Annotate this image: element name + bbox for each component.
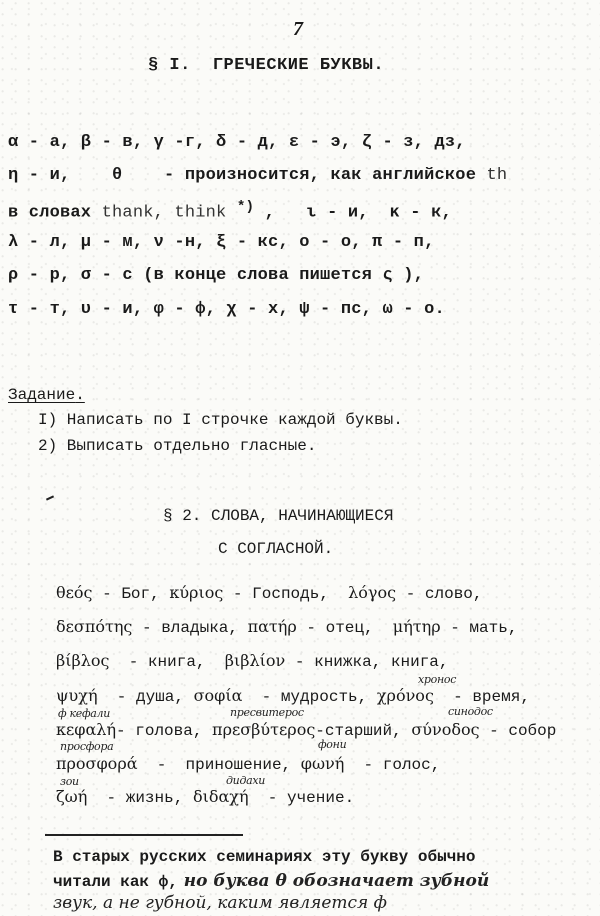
annotation-zoi: зои — [60, 775, 79, 788]
greek-word: ζωή — [56, 787, 88, 806]
russian-translation: - учение. — [248, 789, 355, 807]
greek-word: χρόνος — [376, 686, 434, 705]
greek-word: βίβλος — [56, 651, 110, 670]
vocabulary-line — [56, 583, 483, 603]
stray-mark — [46, 495, 54, 500]
alphabet-row-3 — [8, 199, 452, 223]
greek-word: πατήρ — [247, 617, 297, 636]
annotation-didachi: дидахи — [226, 774, 266, 787]
vocabulary-line — [56, 787, 354, 807]
greek-word: σοφία — [193, 686, 243, 705]
annotation-sinodos: синодос — [448, 705, 493, 718]
russian-translation: - голос, — [344, 756, 441, 774]
annotation-foni: фони — [318, 738, 347, 751]
alphabet-row-2 — [8, 166, 507, 185]
greek-word: σύνοδος — [411, 720, 480, 739]
eta-entry: η - и, — [8, 166, 71, 185]
task-item-2: 2) Выписать отдельно гласные. — [38, 437, 317, 455]
footnote-typed-text: читали как ф, — [53, 873, 178, 891]
in-words-label: в словах — [8, 203, 92, 223]
vocabulary-line — [56, 686, 530, 706]
footnote-handwritten-text: но буква θ обозначает зубной — [177, 871, 490, 891]
russian-translation: - собор — [479, 722, 557, 740]
greek-word: διδαχή — [192, 787, 249, 806]
section-2-title-line-1: § 2. СЛОВА, НАЧИНАЮЩИЕСЯ — [163, 507, 394, 525]
greek-word: βιβλίον — [224, 651, 286, 670]
greek-word: ψυχή — [56, 686, 98, 705]
section-2-title-line-2: С СОГЛАСНОЙ. — [218, 540, 334, 558]
footnote-line-1: В старых русских семинариях эту букву обычно — [53, 848, 476, 866]
russian-translation: - голова, — [116, 722, 213, 740]
vocabulary-line — [56, 651, 449, 671]
vocabulary-line — [56, 720, 556, 740]
page-number: 7 — [293, 18, 303, 40]
greek-word: μήτηρ — [392, 617, 441, 636]
greek-word: πρεσβύτερος — [212, 720, 316, 739]
annotation-chronos: хронос — [418, 673, 457, 686]
greek-word: προσφορά — [56, 754, 138, 773]
task-label: Задание — [8, 386, 76, 404]
russian-translation: -старший, — [315, 722, 412, 740]
section-1-number: § I. — [148, 56, 191, 75]
footnote-line-2 — [53, 871, 489, 891]
task-dot: . — [75, 386, 85, 404]
alphabet-row-1: α - а, β - в, γ -г, δ - д, ε - э, ζ - з, дз, — [8, 133, 466, 152]
russian-translation: - время, — [433, 688, 530, 706]
annotation-kefali: ф кефали — [58, 707, 111, 720]
section-1-heading: ГРЕЧЕСКИЕ БУКВЫ. — [212, 56, 385, 75]
task-title — [8, 386, 85, 404]
greek-word: κύριος — [169, 583, 224, 602]
russian-translation: - мать, — [440, 619, 518, 637]
task-item-1: I) Написать по I строчке каждой буквы. — [38, 411, 403, 429]
russian-translation: - книга, — [109, 653, 225, 671]
greek-word: κεφαλή — [56, 720, 117, 739]
annotation-prosfora: просфора — [60, 740, 114, 753]
vocabulary-line — [56, 617, 517, 637]
greek-word: λόγος — [348, 583, 397, 602]
russian-translation: - мудрость, — [242, 688, 377, 706]
russian-translation: - владыка, — [132, 619, 248, 637]
alphabet-row-5: ρ - р, σ - с (в конце слова пишется ς ), — [8, 266, 425, 285]
footnote-mark: *) — [236, 199, 255, 215]
theta-description: - произносится, как английское — [164, 166, 477, 185]
english-examples: thank, think — [101, 203, 227, 223]
greek-word: θεός — [56, 583, 93, 602]
russian-translation: - книжка, книга, — [285, 653, 449, 671]
russian-translation: - слово, — [396, 585, 483, 603]
russian-translation: - душа, — [97, 688, 194, 706]
section-1-title — [148, 56, 384, 75]
iota-kappa-entries: , ι - и, κ - к, — [264, 203, 452, 223]
alphabet-row-4: λ - л, μ - м, ν -н, ξ - кс, ο - о, π - п, — [8, 233, 435, 252]
russian-translation: - отец, — [296, 619, 393, 637]
russian-translation: - приношение, — [137, 756, 301, 774]
greek-word: φωνή — [300, 754, 345, 773]
russian-translation: - жизнь, — [87, 789, 193, 807]
annotation-presviteros: пресвитерос — [230, 706, 304, 719]
greek-word: δεσπότης — [56, 617, 133, 636]
russian-translation: - Господь, — [223, 585, 349, 603]
russian-translation: - Бог, — [92, 585, 170, 603]
alphabet-row-6: τ - т, υ - и, φ - ф, χ - х, ψ - пс, ω - о. — [8, 300, 445, 319]
vocabulary-line — [56, 754, 440, 774]
theta-letter: θ — [112, 166, 123, 185]
footnote-divider — [45, 834, 243, 836]
footnote-line-3: звук, а не губной, каким является ф — [53, 893, 387, 913]
th-digraph: th — [486, 166, 508, 185]
